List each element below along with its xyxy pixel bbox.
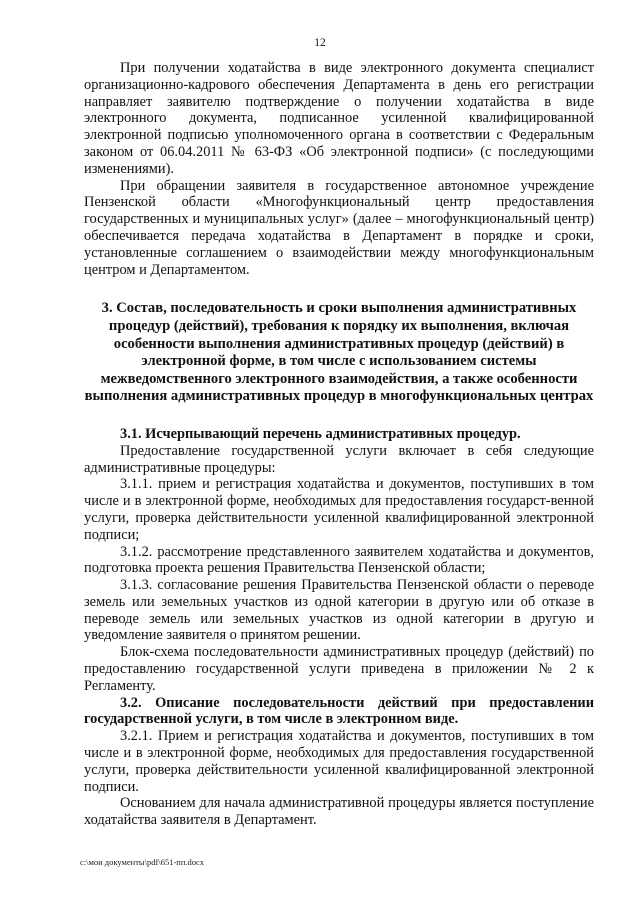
subsection-title: 3.2. Описание последовательности действий при предоставлении государственной услуги, в том числе в электронном виде. — [84, 694, 594, 728]
footer-file-path: c:\мои документы\pdf\651-пп.docx — [80, 857, 205, 867]
list-item: 3.1.1. прием и регистрация ходатайства и документов, поступивших в том числе и в электронной форме, необходимых для предоставления государст-венной услуги, проверка действительности усиленной квалифицированной электронной подписи; — [84, 476, 594, 543]
paragraph: 3.2.1. Прием и регистрация ходатайства и документов, поступивших в том числе и в электронной форме, необходимых для предоставления государственной услуги, проверка действительности усиленной квалифицированной электронной подписи. — [84, 728, 594, 795]
paragraph: При получении ходатайства в виде электронного документа специалист организационно-кадрового обеспечения Департамента в день его регистрации направляет заявителю подтверждение о получении ходатайства в виде электронного документа, подписанное усиленной квалифицированной электронной подписью уполномоченного органа в соответствии с Федеральным законом от 06.04.2011 № 63-ФЗ «Об электронной подписи» (с последующими изменениями). — [84, 60, 594, 177]
subsection-title: 3.1. Исчерпывающий перечень административных процедур. — [120, 425, 521, 442]
section-heading: 3. Состав, последовательность и сроки выполнения административных процедур (действий), требования к порядку их выполнения, включая особенности выполнения административных процедур (действий) в электронной форме, в том числе с использованием системы межведомственного электронного взаимодействия, а также особенности выполнения административных процедур в многофункциональных центрах — [84, 300, 594, 405]
page-number: 12 — [314, 37, 326, 49]
list-item: 3.1.3. согласование решения Правительства Пензенской области о переводе земель или земельных участков из одной категории в другую или об отказе в переводе земель или земельных участков из одной категории в другую и уведомление заявителя о принятом решении. — [84, 577, 594, 644]
document-body — [84, 60, 594, 829]
paragraph: Предоставление государственной услуги включает в себя следующие административные процедуры: — [84, 442, 594, 476]
paragraph: Основанием для начала административной процедуры является поступление ходатайства заявителя в Департамент. — [84, 795, 594, 829]
paragraph: При обращении заявителя в государственное автономное учреждение Пензенской области «Многофункциональный центр предоставления государственных и муниципальных услуг» (далее – многофункциональный центр) обеспечивается передача ходатайства в Департамент в порядке и сроки, установленные соглашением о взаимодействии между многофункциональным центром и Департаментом. — [84, 177, 594, 278]
paragraph: Блок-схема последовательности административных процедур (действий) по предоставлению государственной услуги приведена в приложении № 2 к Регламенту. — [84, 644, 594, 694]
list-item: 3.1.2. рассмотрение представленного заявителем ходатайства и документов, подготовка проекта решения Правительства Пензенской области; — [84, 543, 594, 577]
